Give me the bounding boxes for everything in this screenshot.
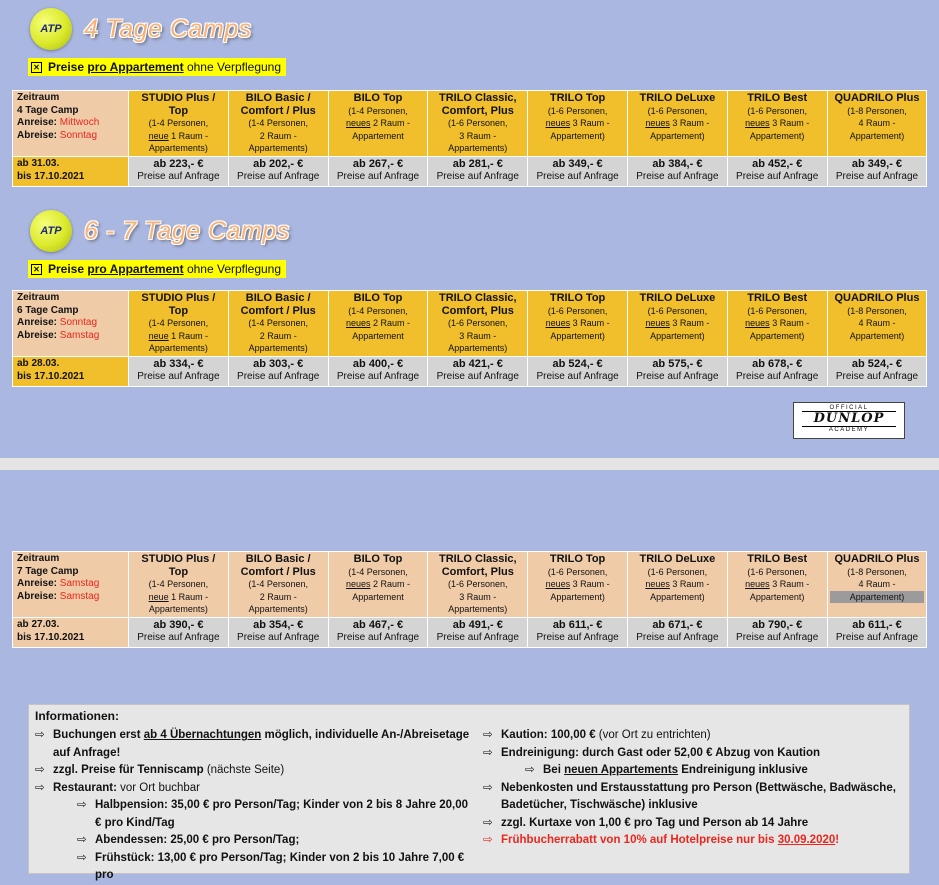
info-item: ⇨ Kaution: 100,00 € (vor Ort zu entrichten) xyxy=(481,727,901,745)
period-label: Zeitraum xyxy=(17,292,60,303)
apartment-header-cell xyxy=(627,91,727,157)
apartment-header-cell xyxy=(428,91,528,157)
price-value: ab 390,- € xyxy=(153,619,204,631)
price-value: ab 611,- € xyxy=(552,619,603,631)
info-item: ⇨ Nebenkosten und Erstausstattung pro Person (Bettwäsche, Badwäsche, Badetücher, Tischwäsche) inklusive xyxy=(483,781,896,811)
price-on-request: Preise auf Anfrage xyxy=(736,170,819,182)
tag-post: ohne Verpflegung xyxy=(183,262,282,276)
page-separator xyxy=(0,458,939,470)
price-on-request: Preise auf Anfrage xyxy=(636,370,719,382)
info-item: ⇨ Endreinigung: durch Gast oder 52,00 € Abzug von Kaution xyxy=(481,745,901,763)
apartment-details: (1-4 Personen, neues 2 Raum - Appartement xyxy=(345,566,411,602)
price-cell xyxy=(627,157,727,187)
tennis-ball-icon xyxy=(30,8,72,50)
logo-bottom-text: ACADEMY xyxy=(828,427,870,433)
arrow-icon: ⇨ xyxy=(483,729,493,741)
price-cell xyxy=(627,618,727,648)
apartment-header-cell xyxy=(827,91,927,157)
price-on-request: Preise auf Anfrage xyxy=(536,170,619,182)
ball-brand-text: ATP xyxy=(40,23,62,35)
apartment-name: BILO Top xyxy=(353,92,403,104)
price-value: ab 400,- € xyxy=(352,358,404,370)
apartment-name: BILO Top xyxy=(353,553,403,565)
info-column-right xyxy=(481,727,901,850)
apartment-header-cell xyxy=(528,291,628,357)
apartment-header-cell xyxy=(129,91,229,157)
apartment-details: (1-6 Personen, neues 3 Raum - Appartement) xyxy=(645,566,710,602)
arrow-icon: ⇨ xyxy=(483,834,493,846)
apartment-details: (1-4 Personen, 2 Raum - Appartements) xyxy=(248,579,308,614)
section-title: 4 Tage Camps xyxy=(84,14,252,43)
apartment-header-cell xyxy=(328,552,428,618)
info-item: ⇨ Halbpension: 35,00 € pro Person/Tag; Kinder von 2 bis 8 Jahre 20,00 € pro Kind/Tag xyxy=(77,799,469,829)
price-value: ab 267,- € xyxy=(352,158,404,170)
apartment-details: (1-6 Personen, neues 3 Raum - Appartement) xyxy=(645,105,710,141)
apartment-details: (1-6 Personen, 3 Raum - Appartements) xyxy=(448,579,508,614)
price-cell xyxy=(528,157,628,187)
info-item: ⇨ Buchungen erst ab 4 Übernachtungen möglich, individuelle An-/Abreisetage auf Anfrage! xyxy=(35,729,470,759)
price-value: ab 384,- € xyxy=(652,158,703,170)
apartment-header-cell xyxy=(428,291,528,357)
period-header-cell xyxy=(13,291,129,357)
date-to: bis 17.10.2021 xyxy=(17,631,85,643)
apartment-header-cell xyxy=(627,552,727,618)
departure: Abreise: Samstag xyxy=(17,590,100,602)
price-value: ab 790,- € xyxy=(752,619,803,631)
info-item: ⇨ Frühstück: 13,00 € pro Person/Tag; Kinder von 2 bis 10 Jahre 7,00 € pro xyxy=(77,851,465,881)
apartment-details: (1-6 Personen, neues 3 Raum - Appartement) xyxy=(545,105,610,141)
logo-top-text: OFFICIAL xyxy=(829,405,869,411)
section-title: 6 - 7 Tage Camps xyxy=(84,216,290,245)
price-value: ab 491,- € xyxy=(452,619,503,631)
arrow-icon: ⇨ xyxy=(483,746,493,759)
apartment-details: (1-4 Personen, neues 2 Raum - Appartement xyxy=(345,305,411,341)
apartment-details: (1-4 Personen, neue 1 Raum - Appartements) xyxy=(148,318,209,353)
price-cell xyxy=(428,357,528,387)
tag-underlined: pro Appartement xyxy=(87,60,184,74)
price-on-request: Preise auf Anfrage xyxy=(336,370,420,382)
price-cell xyxy=(727,618,827,648)
tag-pre: Preise xyxy=(48,262,88,276)
apartment-name: BILO Basic / Comfort / Plus xyxy=(240,553,316,578)
info-title: Informationen: xyxy=(35,709,119,723)
apartment-name: TRILO Best xyxy=(747,92,808,104)
apartment-header-cell xyxy=(228,291,328,357)
departure: Abreise: Samstag xyxy=(17,329,100,341)
price-on-request: Preise auf Anfrage xyxy=(835,370,919,382)
apartment-header-cell xyxy=(827,552,927,618)
price-on-request: Preise auf Anfrage xyxy=(237,370,320,382)
tag-underlined: pro Appartement xyxy=(87,262,184,276)
apartment-name: TRILO Best xyxy=(747,292,808,304)
price-cell xyxy=(328,618,428,648)
apartment-name: TRILO Top xyxy=(549,292,606,304)
apartment-details: (1-8 Personen, 4 Raum - Appartement) xyxy=(847,105,907,141)
price-value: ab 421,- € xyxy=(452,358,503,370)
date-range-cell xyxy=(13,357,129,387)
apartment-details: (1-6 Personen, neues 3 Raum - Appartement) xyxy=(745,566,810,602)
arrival: Anreise: Sonntag xyxy=(17,317,98,328)
price-on-request: Preise auf Anfrage xyxy=(536,631,619,643)
price-value: ab 467,- € xyxy=(352,619,404,631)
apartment-details: (1-6 Personen, 3 Raum - Appartements) xyxy=(448,118,508,153)
apartment-name: QUADRILO Plus xyxy=(834,292,920,304)
price-value: ab 349,- € xyxy=(552,158,603,170)
date-from: ab 27.03. xyxy=(17,619,60,630)
price-on-request: Preise auf Anfrage xyxy=(336,631,420,643)
price-cell xyxy=(528,357,628,387)
apartment-name: BILO Top xyxy=(353,292,403,304)
price-cell xyxy=(129,357,229,387)
section-heading xyxy=(30,210,290,252)
price-value: ab 671,- € xyxy=(652,619,703,631)
price-on-request: Preise auf Anfrage xyxy=(436,370,519,382)
price-note xyxy=(28,58,286,76)
arrow-icon: ⇨ xyxy=(77,799,87,811)
arrow-icon: ⇨ xyxy=(35,764,45,776)
apartment-header-cell xyxy=(627,291,727,357)
arrow-icon: ⇨ xyxy=(35,781,45,794)
tennis-ball-icon xyxy=(30,210,72,252)
apartment-name: STUDIO Plus / Top xyxy=(141,92,216,117)
apartment-header-cell xyxy=(328,291,428,357)
apartment-header-cell xyxy=(727,291,827,357)
price-value: ab 223,- € xyxy=(153,158,204,170)
arrow-icon: ⇨ xyxy=(483,816,493,829)
apartment-details: (1-6 Personen, neues 3 Raum - Appartement) xyxy=(545,566,610,602)
price-on-request: Preise auf Anfrage xyxy=(736,370,819,382)
price-cell xyxy=(428,618,528,648)
logo-brand-text: DUNLOP xyxy=(802,411,896,427)
apartment-header-cell xyxy=(528,91,628,157)
price-cell xyxy=(627,357,727,387)
apartment-details: (1-6 Personen, 3 Raum - Appartements) xyxy=(448,318,508,353)
price-cell xyxy=(129,157,229,187)
apartment-name: STUDIO Plus / Top xyxy=(141,292,216,317)
arrow-icon: ⇨ xyxy=(77,834,87,846)
price-on-request: Preise auf Anfrage xyxy=(237,631,320,643)
price-on-request: Preise auf Anfrage xyxy=(736,631,819,643)
tag-post: ohne Verpflegung xyxy=(183,60,282,74)
price-cell xyxy=(727,357,827,387)
info-item: ⇨ zzgl. Kurtaxe von 1,00 € pro Tag und Person ab 14 Jahre xyxy=(481,815,901,833)
price-on-request: Preise auf Anfrage xyxy=(636,631,719,643)
camp-name: 7 Tage Camp xyxy=(17,565,79,577)
price-table xyxy=(12,90,927,187)
apartment-name: QUADRILO Plus xyxy=(834,92,920,104)
apartment-name: TRILO DeLuxe xyxy=(639,292,716,304)
apartment-details: (1-6 Personen, neues 3 Raum - Appartement) xyxy=(745,305,810,341)
price-value: ab 281,- € xyxy=(452,158,503,170)
camp-name: 4 Tage Camp xyxy=(17,104,79,116)
price-value: ab 524,- € xyxy=(552,358,603,370)
period-label: Zeitraum xyxy=(17,92,60,103)
apartment-header-cell xyxy=(528,552,628,618)
apartment-name: TRILO Classic, Comfort, Plus xyxy=(438,292,517,317)
price-on-request: Preise auf Anfrage xyxy=(835,170,919,182)
price-value: ab 354,- € xyxy=(253,619,304,631)
apartment-name: STUDIO Plus / Top xyxy=(141,553,216,578)
price-on-request: Preise auf Anfrage xyxy=(137,370,220,382)
price-cell xyxy=(328,157,428,187)
apartment-details: (1-4 Personen, neues 2 Raum - Appartement xyxy=(345,105,411,141)
price-cell xyxy=(328,357,428,387)
price-on-request: Preise auf Anfrage xyxy=(436,170,519,182)
arrow-icon: ⇨ xyxy=(483,781,493,794)
period-header-cell xyxy=(13,552,129,618)
price-on-request: Preise auf Anfrage xyxy=(636,170,719,182)
apartment-header-cell xyxy=(228,552,328,618)
tag-pre: Preise xyxy=(48,60,88,74)
price-cell xyxy=(528,618,628,648)
price-on-request: Preise auf Anfrage xyxy=(237,170,320,182)
apartment-header-cell xyxy=(827,291,927,357)
price-cell xyxy=(827,357,927,387)
apartment-details: (1-8 Personen, 4 Raum - Appartement) xyxy=(830,566,925,604)
date-to: bis 17.10.2021 xyxy=(17,370,85,382)
info-item: ⇨ zzgl. Preise für Tenniscamp (nächste Seite) xyxy=(33,762,473,780)
checkbox-icon: ✕ xyxy=(31,62,42,73)
price-cell xyxy=(228,618,328,648)
arrow-icon: ⇨ xyxy=(35,729,45,741)
price-value: ab 611,- € xyxy=(852,619,902,631)
price-table xyxy=(12,551,927,648)
price-on-request: Preise auf Anfrage xyxy=(336,170,420,182)
apartment-details: (1-4 Personen, neue 1 Raum - Appartements) xyxy=(148,118,209,153)
apartment-header-cell xyxy=(727,552,827,618)
date-to: bis 17.10.2021 xyxy=(17,170,85,182)
info-item: ⇨ Abendessen: 25,00 € pro Person/Tag; xyxy=(33,832,473,850)
price-table xyxy=(12,290,927,387)
date-from: ab 31.03. xyxy=(17,158,60,169)
arrow-icon: ⇨ xyxy=(525,764,535,776)
price-cell xyxy=(428,157,528,187)
price-on-request: Preise auf Anfrage xyxy=(536,370,619,382)
price-value: ab 524,- € xyxy=(851,358,903,370)
price-on-request: Preise auf Anfrage xyxy=(137,631,220,643)
date-from: ab 28.03. xyxy=(17,358,60,369)
camp-name: 6 Tage Camp xyxy=(17,304,79,316)
apartment-details: (1-4 Personen, 2 Raum - Appartements) xyxy=(248,118,308,153)
apartment-details: (1-4 Personen, 2 Raum - Appartements) xyxy=(248,318,308,353)
checkbox-icon: ✕ xyxy=(31,264,42,275)
info-column-left xyxy=(33,727,473,885)
apartment-name: TRILO Top xyxy=(549,553,606,565)
apartment-header-cell xyxy=(129,291,229,357)
price-note xyxy=(28,260,286,278)
price-cell xyxy=(727,157,827,187)
price-value: ab 334,- € xyxy=(153,358,204,370)
price-on-request: Preise auf Anfrage xyxy=(137,170,220,182)
price-on-request: Preise auf Anfrage xyxy=(436,631,519,643)
price-cell xyxy=(228,157,328,187)
info-item: ⇨ Bei neuen Appartements Endreinigung inklusive xyxy=(481,762,901,780)
apartment-name: TRILO Best xyxy=(747,553,808,565)
apartment-name: TRILO DeLuxe xyxy=(639,553,716,565)
price-cell xyxy=(827,157,927,187)
apartment-name: BILO Basic / Comfort / Plus xyxy=(240,92,316,117)
date-range-cell xyxy=(13,618,129,648)
apartment-details: (1-6 Personen, neues 3 Raum - Appartement) xyxy=(545,305,610,341)
apartment-name: QUADRILO Plus xyxy=(834,553,920,565)
section-heading xyxy=(30,8,252,50)
price-on-request: Preise auf Anfrage xyxy=(835,631,919,643)
apartment-name: TRILO DeLuxe xyxy=(639,92,716,104)
arrival: Anreise: Mittwoch xyxy=(17,117,100,128)
apartment-details: (1-8 Personen, 4 Raum - Appartement) xyxy=(847,305,907,341)
apartment-header-cell xyxy=(727,91,827,157)
apartment-name: TRILO Classic, Comfort, Plus xyxy=(438,92,517,117)
price-cell xyxy=(228,357,328,387)
price-value: ab 452,- € xyxy=(752,158,803,170)
departure: Abreise: Sonntag xyxy=(17,129,98,141)
arrow-icon: ⇨ xyxy=(77,851,87,864)
information-box xyxy=(28,704,910,881)
arrival: Anreise: Samstag xyxy=(17,578,100,589)
price-value: ab 575,- € xyxy=(652,358,703,370)
apartment-name: TRILO Classic, Comfort, Plus xyxy=(438,553,517,578)
apartment-header-cell xyxy=(428,552,528,618)
apartment-header-cell xyxy=(328,91,428,157)
apartment-details: (1-6 Personen, neues 3 Raum - Appartement) xyxy=(645,305,710,341)
apartment-details: (1-4 Personen, neue 1 Raum - Appartements) xyxy=(148,579,209,614)
date-range-cell xyxy=(13,157,129,187)
apartment-details: (1-6 Personen, neues 3 Raum - Appartement) xyxy=(745,105,810,141)
price-value: ab 303,- € xyxy=(253,358,304,370)
apartment-header-cell xyxy=(129,552,229,618)
dunlop-academy-logo xyxy=(793,402,905,439)
ball-brand-text: ATP xyxy=(40,225,62,237)
price-cell xyxy=(129,618,229,648)
apartment-name: TRILO Top xyxy=(549,92,606,104)
price-value: ab 678,- € xyxy=(752,358,803,370)
period-header-cell xyxy=(13,91,129,157)
price-value: ab 349,- € xyxy=(851,158,903,170)
price-cell xyxy=(827,618,927,648)
price-value: ab 202,- € xyxy=(253,158,304,170)
info-item: ⇨ Restaurant: vor Ort buchbar xyxy=(33,780,473,798)
info-item: ⇨ Frühbucherrabatt von 10% auf Hotelpreise nur bis 30.09.2020! xyxy=(481,832,901,850)
period-label: Zeitraum xyxy=(17,553,60,564)
apartment-header-cell xyxy=(228,91,328,157)
apartment-name: BILO Basic / Comfort / Plus xyxy=(240,292,316,317)
